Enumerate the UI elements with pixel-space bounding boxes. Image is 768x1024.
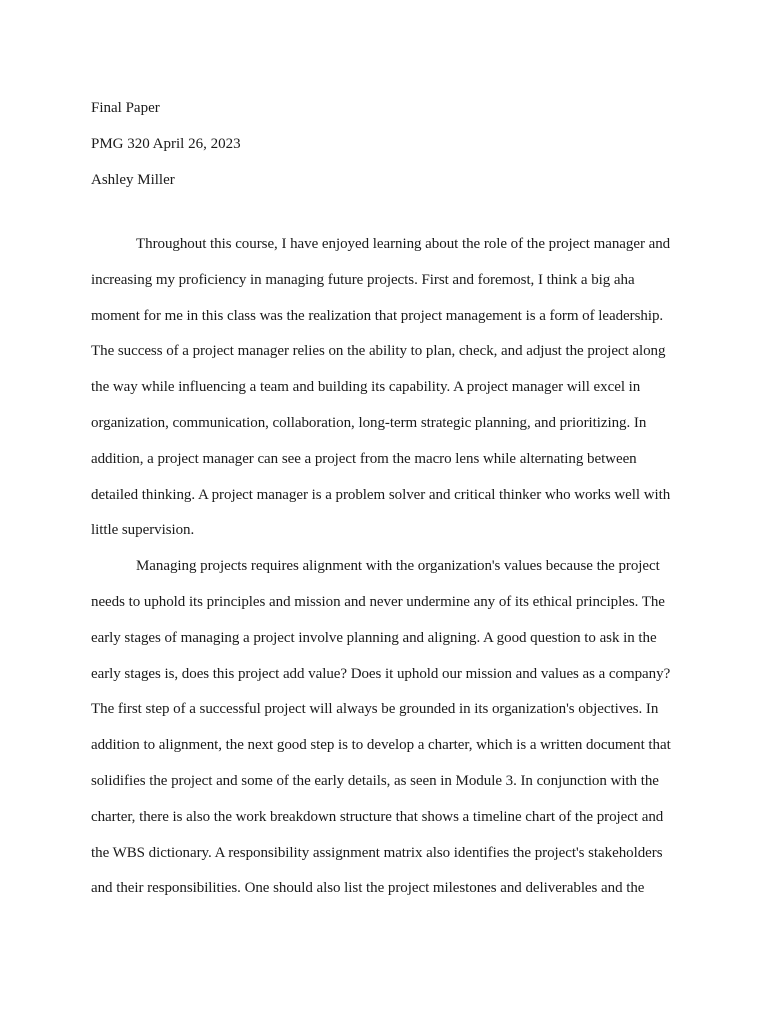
text-line: early stages is, does this project add value? Does it uphold our mission and values as a company? (91, 665, 671, 682)
text-line: addition to alignment, the next good step is to develop a charter, which is a written document that (91, 737, 671, 754)
paragraph-2 (91, 549, 691, 907)
text-line: and their responsibilities. One should also list the project milestones and deliverables and the (91, 880, 645, 897)
paragraph-1 (91, 227, 691, 549)
text-line: Managing projects requires alignment with the organization's values because the project (136, 558, 660, 575)
text-line: The success of a project manager relies on the ability to plan, check, and adjust the project along (91, 343, 666, 360)
text-line: increasing my proficiency in managing future projects. First and foremost, I think a big aha (91, 271, 635, 288)
text-line: needs to uphold its principles and mission and never undermine any of its ethical principles. The (91, 593, 665, 610)
text-line: solidifies the project and some of the early details, as seen in Module 3. In conjunction with the (91, 772, 659, 789)
paper-title: Final Paper (91, 100, 160, 116)
text-line: moment for me in this class was the realization that project management is a form of leadership. (91, 307, 664, 324)
text-line: The first step of a successful project will always be grounded in its organization's objectives. In (91, 701, 659, 718)
text-line: the WBS dictionary. A responsibility assignment matrix also identifies the project's stakeholders (91, 844, 663, 861)
author-name: Ashley Miller (91, 172, 175, 188)
text-line: detailed thinking. A project manager is a problem solver and critical thinker who works well with (91, 486, 671, 503)
text-line: the way while influencing a team and building its capability. A project manager will excel in (91, 379, 641, 396)
text-line: organization, communication, collaboration, long-term strategic planning, and prioritizing. In (91, 414, 647, 431)
text-line: addition, a project manager can see a project from the macro lens while alternating between (91, 450, 637, 467)
text-line: charter, there is also the work breakdown structure that shows a timeline chart of the project and (91, 808, 664, 825)
text-line: Throughout this course, I have enjoyed learning about the role of the project manager and (136, 236, 671, 252)
text-line: early stages of managing a project involve planning and aligning. A good question to ask in the (91, 629, 657, 646)
paper-header (91, 90, 691, 198)
text-line: little supervision. (91, 522, 195, 539)
paper-body (91, 227, 691, 907)
course-and-date: PMG 320 April 26, 2023 (91, 136, 241, 152)
